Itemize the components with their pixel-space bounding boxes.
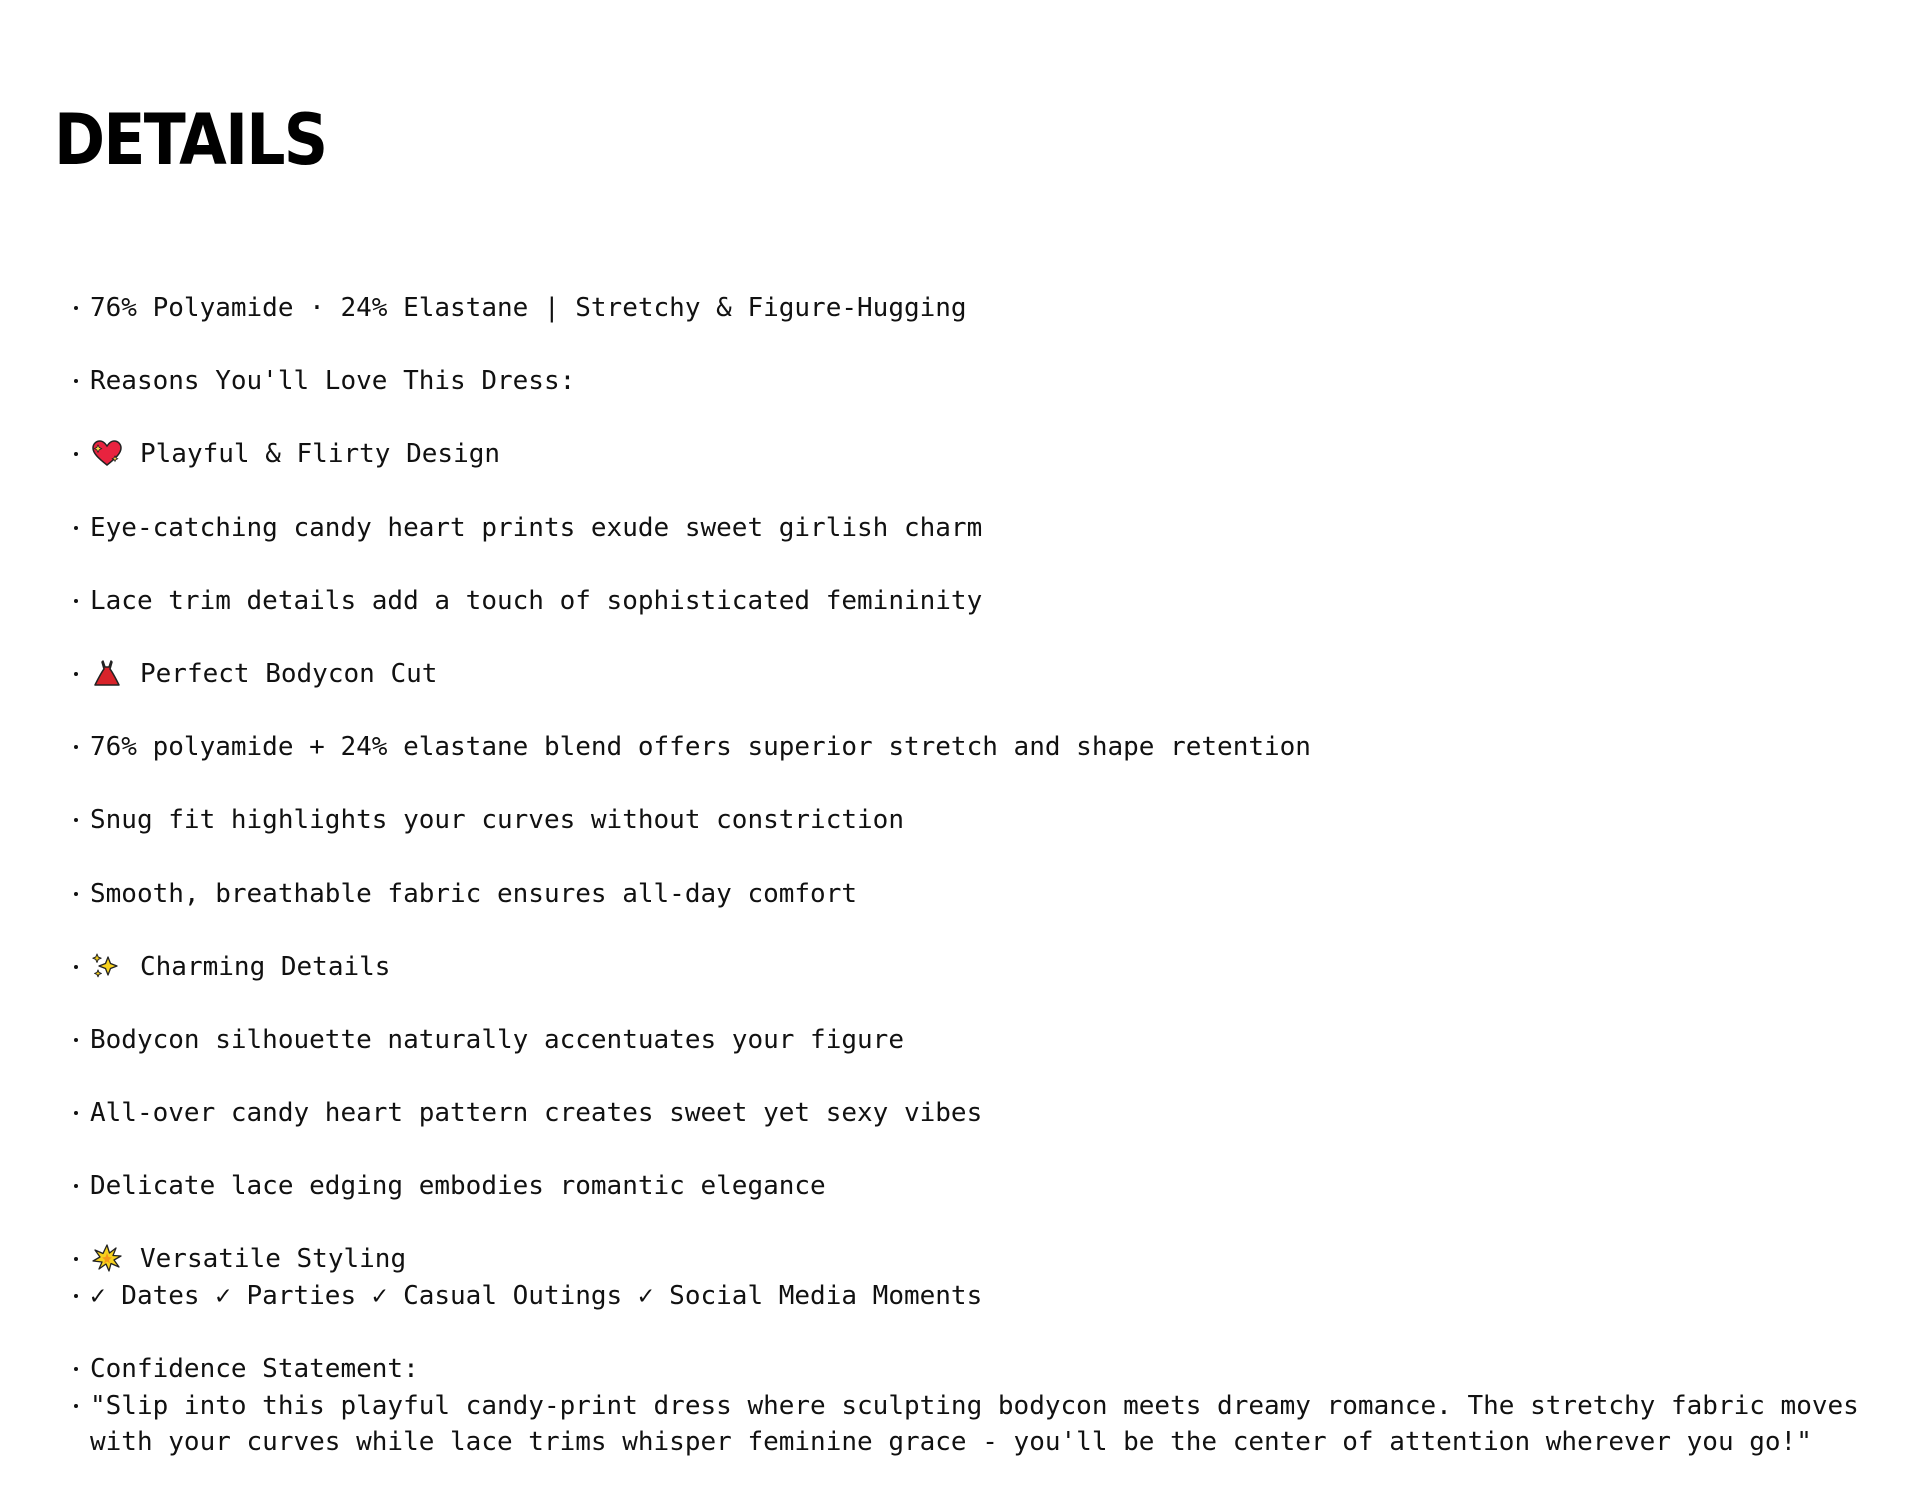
sparkling-heart-icon: [90, 439, 124, 467]
list-item: [72, 1241, 1892, 1278]
sparkles-icon: [90, 952, 124, 980]
list-item: [72, 363, 1892, 400]
item-text: Delicate lace edging embodies romantic elegance: [90, 1171, 826, 1202]
list-item: [72, 290, 1892, 327]
item-text: 76% polyamide + 24% elastane blend offers superior stretch and shape retention: [90, 732, 1311, 763]
item-text: Lace trim details add a touch of sophisticated femininity: [90, 585, 983, 616]
list-item: [72, 802, 1892, 839]
list-item: [72, 656, 1892, 693]
item-text: All-over candy heart pattern creates sweet yet sexy vibes: [90, 1098, 983, 1129]
list-item: [72, 1388, 1892, 1461]
list-item: [72, 876, 1892, 913]
item-text: Bodycon silhouette naturally accentuates your figure: [90, 1024, 904, 1055]
item-text: Confidence Statement:: [90, 1354, 419, 1385]
collision-star-icon: [90, 1244, 124, 1272]
list-item: [72, 1022, 1892, 1059]
list-item: [72, 436, 1892, 473]
list-item: [72, 583, 1892, 620]
red-dress-icon: [90, 659, 124, 687]
item-text: Eye-catching candy heart prints exude sweet girlish charm: [90, 512, 983, 543]
item-text: Charming Details: [140, 951, 391, 982]
list-item: [72, 1168, 1892, 1205]
list-item: [72, 1095, 1892, 1132]
item-text: Perfect Bodycon Cut: [140, 658, 438, 689]
list-item: [72, 510, 1892, 547]
list-item: [72, 729, 1892, 766]
item-text: "Slip into this playful candy-print dress where sculpting bodycon meets dreamy romance. The stretchy fabric moves with your curves while lace trims whisper feminine grace - you'll be the center of attention wherever you go!": [90, 1390, 1859, 1458]
item-text: Playful & Flirty Design: [140, 439, 501, 470]
list-item: [72, 1351, 1892, 1388]
item-text: Versatile Styling: [140, 1244, 407, 1275]
item-text: Snug fit highlights your curves without constriction: [90, 805, 904, 836]
page-title: DETAILS: [54, 99, 327, 181]
details-list: [72, 290, 1892, 1461]
item-text: Smooth, breathable fabric ensures all-day comfort: [90, 878, 858, 909]
item-text: ✓ Dates ✓ Parties ✓ Casual Outings ✓ Social Media Moments: [90, 1281, 983, 1312]
list-item: [72, 1278, 1892, 1315]
item-text: 76% Polyamide · 24% Elastane | Stretchy & Figure-Hugging: [90, 293, 967, 323]
list-item: [72, 949, 1892, 986]
item-text: Reasons You'll Love This Dress:: [90, 366, 576, 397]
